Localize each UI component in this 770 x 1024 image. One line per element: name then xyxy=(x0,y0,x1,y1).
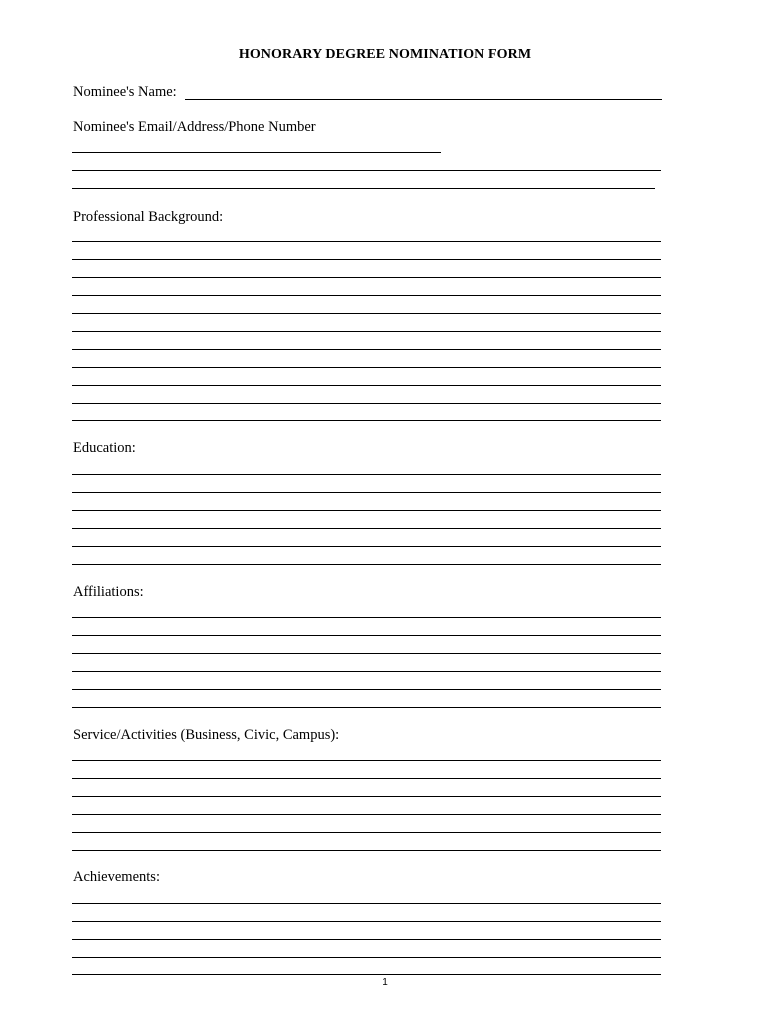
professional-background-line[interactable] xyxy=(72,385,661,386)
affiliations-line[interactable] xyxy=(72,707,661,708)
page-number: 1 xyxy=(382,977,388,988)
service-activities-line[interactable] xyxy=(72,850,661,851)
nominee-name-label: Nominee's Name: xyxy=(73,84,177,100)
education-line[interactable] xyxy=(72,492,661,493)
education-line[interactable] xyxy=(72,546,661,547)
professional-background-line[interactable] xyxy=(72,367,661,368)
achievements-line[interactable] xyxy=(72,974,661,975)
service-activities-line[interactable] xyxy=(72,796,661,797)
affiliations-line[interactable] xyxy=(72,653,661,654)
service-activities-line[interactable] xyxy=(72,778,661,779)
professional-background-line[interactable] xyxy=(72,403,661,404)
achievements-line[interactable] xyxy=(72,921,661,922)
affiliations-line[interactable] xyxy=(72,689,661,690)
service-activities-label: Service/Activities (Business, Civic, Campus): xyxy=(73,727,340,743)
education-line[interactable] xyxy=(72,528,661,529)
professional-background-line[interactable] xyxy=(72,420,661,421)
service-activities-line[interactable] xyxy=(72,814,661,815)
achievements-line[interactable] xyxy=(72,939,661,940)
contact-info-line[interactable] xyxy=(72,188,655,189)
professional-background-label: Professional Background: xyxy=(73,209,224,225)
professional-background-line[interactable] xyxy=(72,295,661,296)
education-label: Education: xyxy=(73,440,136,456)
education-line[interactable] xyxy=(72,564,661,565)
achievements-line[interactable] xyxy=(72,957,661,958)
achievements-line[interactable] xyxy=(72,903,661,904)
contact-info-label: Nominee's Email/Address/Phone Number xyxy=(73,119,316,135)
contact-info-line[interactable] xyxy=(72,170,661,171)
affiliations-line[interactable] xyxy=(72,635,661,636)
nominee-name-field[interactable] xyxy=(185,99,662,100)
service-activities-line[interactable] xyxy=(72,760,661,761)
professional-background-line[interactable] xyxy=(72,331,661,332)
affiliations-line[interactable] xyxy=(72,617,661,618)
form-title: HONORARY DEGREE NOMINATION FORM xyxy=(238,47,532,62)
service-activities-line[interactable] xyxy=(72,832,661,833)
professional-background-line[interactable] xyxy=(72,313,661,314)
education-line[interactable] xyxy=(72,510,661,511)
professional-background-line[interactable] xyxy=(72,259,661,260)
affiliations-line[interactable] xyxy=(72,671,661,672)
professional-background-line[interactable] xyxy=(72,277,661,278)
professional-background-line[interactable] xyxy=(72,349,661,350)
contact-info-line[interactable] xyxy=(72,152,441,153)
education-line[interactable] xyxy=(72,474,661,475)
professional-background-line[interactable] xyxy=(72,241,661,242)
achievements-label: Achievements: xyxy=(73,869,160,885)
affiliations-label: Affiliations: xyxy=(73,584,144,600)
